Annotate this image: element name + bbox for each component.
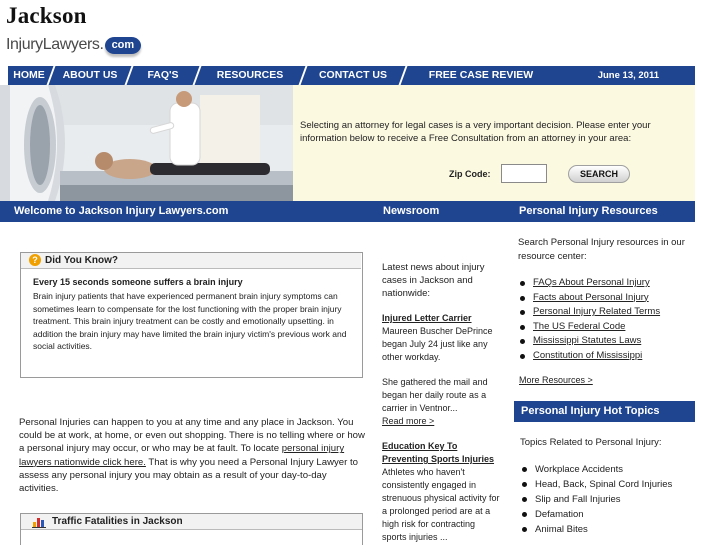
newsroom-heading: Newsroom <box>383 205 440 217</box>
section-header-bar <box>0 201 695 222</box>
hot-topics-list <box>520 462 700 537</box>
intro-text-start: Personal Injuries can happen to you at any time and any place in Jackson. You could be at work, at home, or even out shopping. There is no telling where or how a personal injury may occur, or who may be at fault. To locate <box>19 417 365 455</box>
hero-description: Selecting an attorney for legal cases is a very important decision. Please enter your information below to receive a Free Consultation from an attorney in your area: <box>300 120 651 144</box>
zip-code-input[interactable] <box>501 164 547 183</box>
zip-code-label: Zip Code: <box>449 169 491 179</box>
mri-illustration <box>0 85 293 201</box>
news-item-1-title[interactable]: Injured Letter Carrier <box>382 313 472 323</box>
resources-intro: Search Personal Injury resources in our resource center: <box>518 237 685 262</box>
hot-topic-item: Defamation <box>520 507 700 522</box>
list-item <box>518 334 698 349</box>
did-you-know-body: Brain injury patients that have experienced permanent brain injury symptoms can sometimes learn to compensate for the lost functioning with the proper brain injury treatment. This brain injury treatment can be costly and emotionally upsetting. in addition the brain injury may have limited the brain injury victim's previous work and social activities. <box>33 291 347 352</box>
intro-text-end: That is why you need a Personal Injury Lawyer to assess any personal injury you may obtain as a result of your day-to-day activities. <box>19 456 358 495</box>
traffic-fatalities-box <box>20 513 363 545</box>
welcome-heading: Welcome to Jackson Injury Lawyers.com <box>14 205 229 217</box>
list-item <box>518 276 698 291</box>
news-item-1-text: Maureen Buscher DePrince began July 24 just like any other workday. <box>382 326 493 362</box>
logo-badge: com <box>105 37 142 54</box>
resource-link-terms[interactable]: Personal Injury Related Terms <box>533 306 661 317</box>
nav-contact-us[interactable]: CONTACT US <box>318 69 388 81</box>
news-item-2-title[interactable]: Education Key To Preventing Sports Injuries <box>382 441 495 464</box>
hot-topics-intro: Topics Related to Personal Injury: <box>520 437 662 448</box>
traffic-fatalities-title: Traffic Fatalities in Jackson <box>52 516 183 527</box>
nav-free-case-review[interactable]: FREE CASE REVIEW <box>428 69 534 81</box>
main-nav <box>8 66 695 85</box>
logo-brand: InjuryLawyers. <box>6 36 104 53</box>
resource-link-facts[interactable]: Facts about Personal Injury <box>533 291 649 303</box>
search-button[interactable]: SEARCH <box>568 165 630 183</box>
current-date: June 13, 2011 <box>597 70 659 81</box>
mri-scanner-photo <box>0 85 293 201</box>
news-item-1-continued <box>382 376 502 428</box>
intro-paragraph <box>19 416 367 495</box>
site-logo[interactable] <box>6 2 135 53</box>
more-resources-link[interactable]: More Resources > <box>519 375 593 385</box>
news-item-1 <box>382 312 502 364</box>
did-you-know-box <box>20 252 363 378</box>
did-you-know-subtitle: Every 15 seconds someone suffers a brain injury <box>33 277 243 287</box>
resource-link-constitution[interactable]: Constitution of Mississippi <box>533 349 643 361</box>
list-item <box>518 305 698 320</box>
read-more-link[interactable]: Read more > <box>382 416 435 426</box>
resources-column <box>518 236 698 363</box>
traffic-fatalities-header <box>21 514 362 530</box>
list-item <box>518 349 698 364</box>
nav-faqs[interactable]: FAQ'S <box>147 69 179 81</box>
nav-home[interactable]: HOME <box>13 69 45 81</box>
hot-topic-item: Head, Back, Spinal Cord Injuries <box>520 477 700 492</box>
hot-topic-item: Slip and Fall Injuries <box>520 492 700 507</box>
did-you-know-header <box>21 253 361 269</box>
hero-banner <box>0 85 695 201</box>
resources-heading: Personal Injury Resources <box>519 205 658 217</box>
nav-resources[interactable]: RESOURCES <box>216 69 284 81</box>
nav-about-us[interactable]: ABOUT US <box>62 69 118 81</box>
news-item-1-text-2: She gathered the mail and began her daily route as a carrier in Ventnor... <box>382 377 488 413</box>
newsroom-column <box>382 261 502 545</box>
newsroom-intro: Latest news about injury cases in Jackson and nationwide: <box>382 262 485 299</box>
hot-topic-item: Workplace Accidents <box>520 462 700 477</box>
nationwide-lawyers-link[interactable]: personal injury lawyers nationwide click here. <box>19 443 345 468</box>
did-you-know-title: Did You Know? <box>45 255 118 266</box>
hot-topics-column <box>520 437 700 537</box>
list-item <box>518 291 698 306</box>
resource-link-faqs[interactable]: FAQs About Personal Injury <box>533 277 650 288</box>
question-icon: ? <box>29 254 41 266</box>
news-item-2 <box>382 440 502 544</box>
resource-link-statutes[interactable]: Mississippi Statutes Laws <box>533 335 642 346</box>
hot-topics-heading: Personal Injury Hot Topics <box>514 401 695 422</box>
resources-list <box>518 276 698 363</box>
bar-chart-icon <box>32 517 46 528</box>
resource-link-federal-code[interactable]: The US Federal Code <box>533 320 626 332</box>
hot-topic-item: Animal Bites <box>520 522 700 537</box>
list-item <box>518 320 698 335</box>
logo-city: Jackson <box>6 3 87 28</box>
news-item-2-text: Athletes who haven't consistently engaged in strenuous physical activity for a prolonged period are at a high risk for contracting sports injuries ... <box>382 467 500 542</box>
